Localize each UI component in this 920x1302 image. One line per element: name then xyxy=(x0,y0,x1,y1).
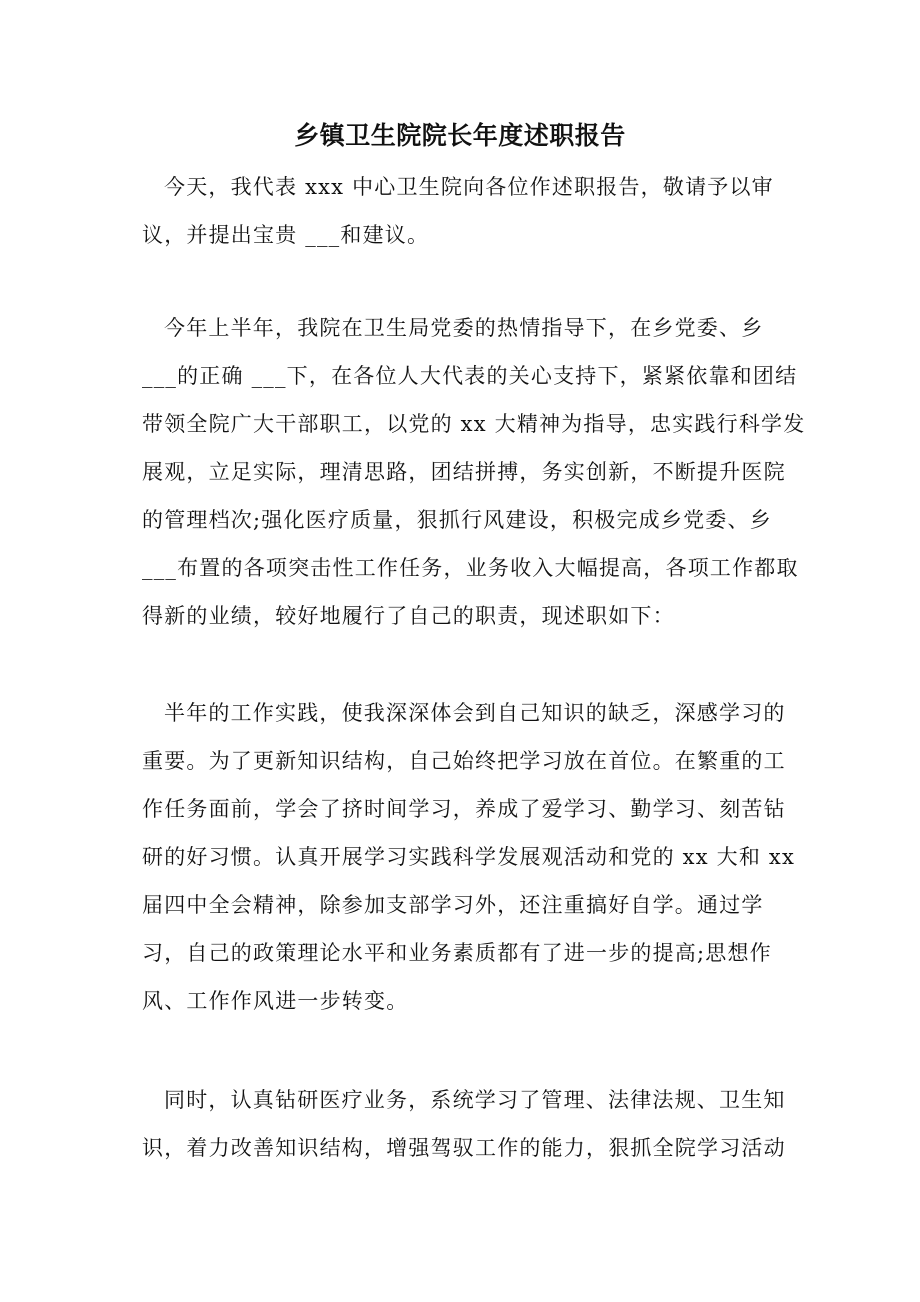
paragraph-3-line-7: 风、工作作风进一步转变。 xyxy=(142,989,409,1013)
paragraph-1-line-1: 今天，我代表 xxx 中心卫生院向各位作述职报告，敬请予以审 xyxy=(164,175,774,199)
paragraph-3-line-4: 研的好习惯。认真开展学习实践科学发展观活动和党的 xx 大和 xx xyxy=(142,845,795,869)
document-title: 乡镇卫生院院长年度述职报告 xyxy=(294,121,626,150)
paragraph-2-line-4: 展观，立足实际，理清思路，团结拼搏，务实创新，不断提升医院 xyxy=(142,460,786,484)
paragraph-2-line-5: 的管理档次;强化医疗质量，狠抓行风建设，积极完成乡党委、乡 xyxy=(142,508,772,532)
paragraph-2-line-6: ___布置的各项突击性工作任务，业务收入大幅提高，各项工作都取 xyxy=(142,556,799,580)
paragraph-3-line-5: 届四中全会精神，除参加支部学习外，还注重搞好自学。通过学 xyxy=(142,893,764,917)
paragraph-2-line-3: 带领全院广大干部职工，以党的 xx 大精神为指导，忠实践行科学发 xyxy=(142,412,806,436)
paragraph-4-line-1: 同时，认真钻研医疗业务，系统学习了管理、法律法规、卫生知 xyxy=(164,1088,786,1112)
paragraph-2-line-7: 得新的业绩，较好地履行了自己的职责，现述职如下： xyxy=(142,604,675,628)
paragraph-3-line-6: 习，自己的政策理论水平和业务素质都有了进一步的提高;思想作 xyxy=(142,941,772,965)
paragraph-2-line-2: ___的正确 ___下，在各位人大代表的关心支持下，紧紧依靠和团结 xyxy=(142,364,798,388)
paragraph-2-line-1: 今年上半年，我院在卫生局党委的热情指导下，在乡党委、乡 xyxy=(164,316,764,340)
paragraph-3-line-3: 作任务面前，学会了挤时间学习，养成了爱学习、勤学习、刻苦钻 xyxy=(142,797,786,821)
paragraph-3-line-2: 重要。为了更新知识结构，自己始终把学习放在首位。在繁重的工 xyxy=(142,749,786,773)
paragraph-4-line-2: 识，着力改善知识结构，增强驾驭工作的能力，狠抓全院学习活动 xyxy=(142,1136,786,1160)
paragraph-3-line-1: 半年的工作实践，使我深深体会到自己知识的缺乏，深感学习的 xyxy=(164,701,786,725)
paragraph-1-line-2: 议，并提出宝贵 ___和建议。 xyxy=(142,223,430,247)
